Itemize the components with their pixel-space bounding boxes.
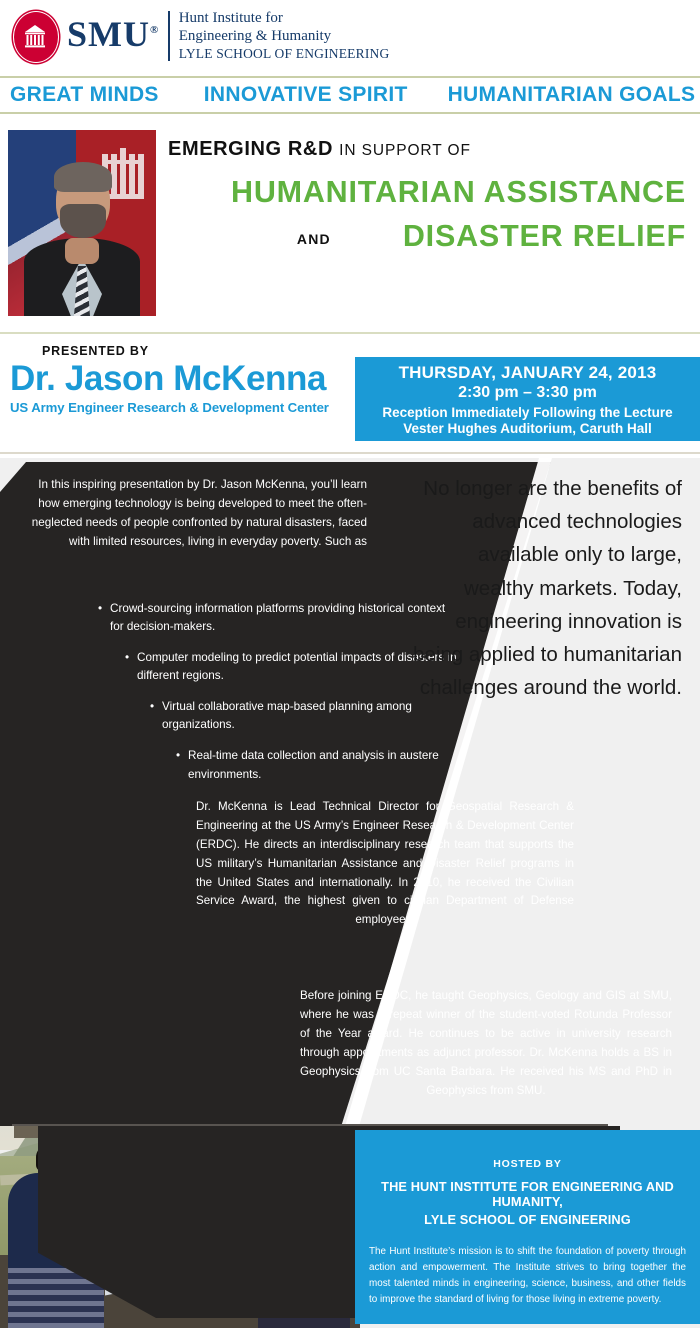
- tagline-item-great-minds: GREAT MINDS: [10, 83, 159, 106]
- speaker-headshot-photo: [8, 130, 156, 316]
- title-line-1: EMERGING R&D IN SUPPORT OF: [168, 138, 471, 160]
- list-item: • Virtual collaborative map-based planning among organizations.: [152, 698, 460, 734]
- hosted-by-box: [355, 1130, 700, 1324]
- smu-hunt-institute-logo: [10, 8, 389, 64]
- event-reception-note: Reception Immediately Following the Lecture: [382, 404, 673, 420]
- title-conjunction: AND: [296, 231, 331, 247]
- institute-line-1: Hunt Institute for: [178, 10, 283, 27]
- event-time: 2:30 pm – 3:30 pm: [458, 383, 597, 401]
- presented-by-label: PRESENTED BY: [42, 344, 149, 358]
- list-item: • Computer modeling to predict potential impacts of disasters in different regions.: [127, 649, 460, 685]
- speaker-bio-paragraph-1: Dr. McKenna is Lead Technical Director for Geospatial Research & Engineering at the US Army’s Engineer Research & Development Center (ERDC). He directs an interdisciplinary research team that supports the US military’s Humanitarian Assistance and Disaster Relief programs in the United States and internationally. In 2010, he received the Civilian Service Award, the highest given to civilian Department of Defense employees.: [196, 800, 574, 927]
- tagline-bar: [0, 78, 700, 112]
- body-rule: [0, 452, 700, 454]
- host-organization-line-2: LYLE SCHOOL OF ENGINEERING: [424, 1212, 631, 1227]
- event-details-box: [355, 357, 700, 441]
- list-item: • Real-time data collection and analysis in austere environments.: [178, 747, 460, 783]
- hosted-by-label: HOSTED BY: [493, 1158, 562, 1170]
- title-line-1-suffix: IN SUPPORT OF: [339, 142, 471, 159]
- logo-divider: [168, 11, 170, 61]
- presenter-name: Dr. Jason McKenna: [10, 359, 327, 398]
- dallas-hall-building-icon: [23, 22, 47, 50]
- presenter-block: [10, 344, 350, 415]
- panel-divider-line: [12, 1124, 608, 1126]
- intro-paragraph: In this inspiring presentation by Dr. Jason McKenna, you’ll learn how emerging technology is being developed to meet the often-neglected needs of people confronted by natural disasters, faced with limited resources, living in everyday poverty. Such as: [31, 478, 367, 548]
- speaker-bio-paragraph-2: Before joining ERDC, he taught Geophysics, Geology and GIS at SMU, where he was a repeat winner of the student-voted Rotunda Professor of the Year award. He continues to be active in university research through appointments as adjunct professor. Dr. McKenna holds a BS in Geophysics from UC Santa Barbara. He received his MS and PhD in Geophysics from SMU.: [300, 989, 672, 1097]
- host-mission-statement: The Hunt Institute’s mission is to shift the foundation of poverty through action and empowerment. The Institute strives to bring together the most talented minds in engineering, science, business, and other fields to improve the standard of living for those living in extreme poverty.: [369, 1246, 686, 1306]
- smu-seal-icon: [10, 8, 60, 64]
- tagline-rule-bottom: [0, 112, 700, 114]
- title-line-3: DISASTER RELIEF: [402, 219, 686, 253]
- smu-wordmark: SMU®: [67, 14, 160, 54]
- host-organization-line-1: THE HUNT INSTITUTE FOR ENGINEERING AND HUMANITY,: [381, 1179, 674, 1209]
- registered-mark: ®: [150, 24, 160, 36]
- list-item: • Crowd-sourcing information platforms providing historical context for decision-makers.: [100, 600, 460, 636]
- main-content-area: [0, 458, 700, 1328]
- title-line-2: HUMANITARIAN ASSISTANCE: [231, 175, 686, 209]
- tagline-item-humanitarian-goals: HUMANITARIAN GOALS: [447, 83, 696, 106]
- feature-bullet-list: [60, 600, 460, 797]
- event-date: THURSDAY, JANUARY 24, 2013: [398, 362, 657, 382]
- event-title-block: [168, 138, 692, 254]
- institute-name: [179, 10, 390, 61]
- institute-line-2: Engineering & Humanity: [178, 28, 332, 45]
- tagline-item-innovative-spirit: INNOVATIVE SPIRIT: [203, 83, 408, 106]
- presenter-organization: US Army Engineer Research & Development Center: [10, 399, 329, 415]
- pull-quote: No longer are the benefits of advanced technologies available only to large, wealthy markets. Today, engineering innovation is being applied to humanitarian challenges around the world.: [413, 477, 682, 700]
- hero-section: [0, 118, 700, 330]
- hero-rule: [0, 332, 700, 334]
- page-header: [0, 0, 700, 72]
- institute-line-3: LYLE SCHOOL OF ENGINEERING: [178, 45, 390, 61]
- event-venue: Vester Hughes Auditorium, Caruth Hall: [403, 420, 652, 436]
